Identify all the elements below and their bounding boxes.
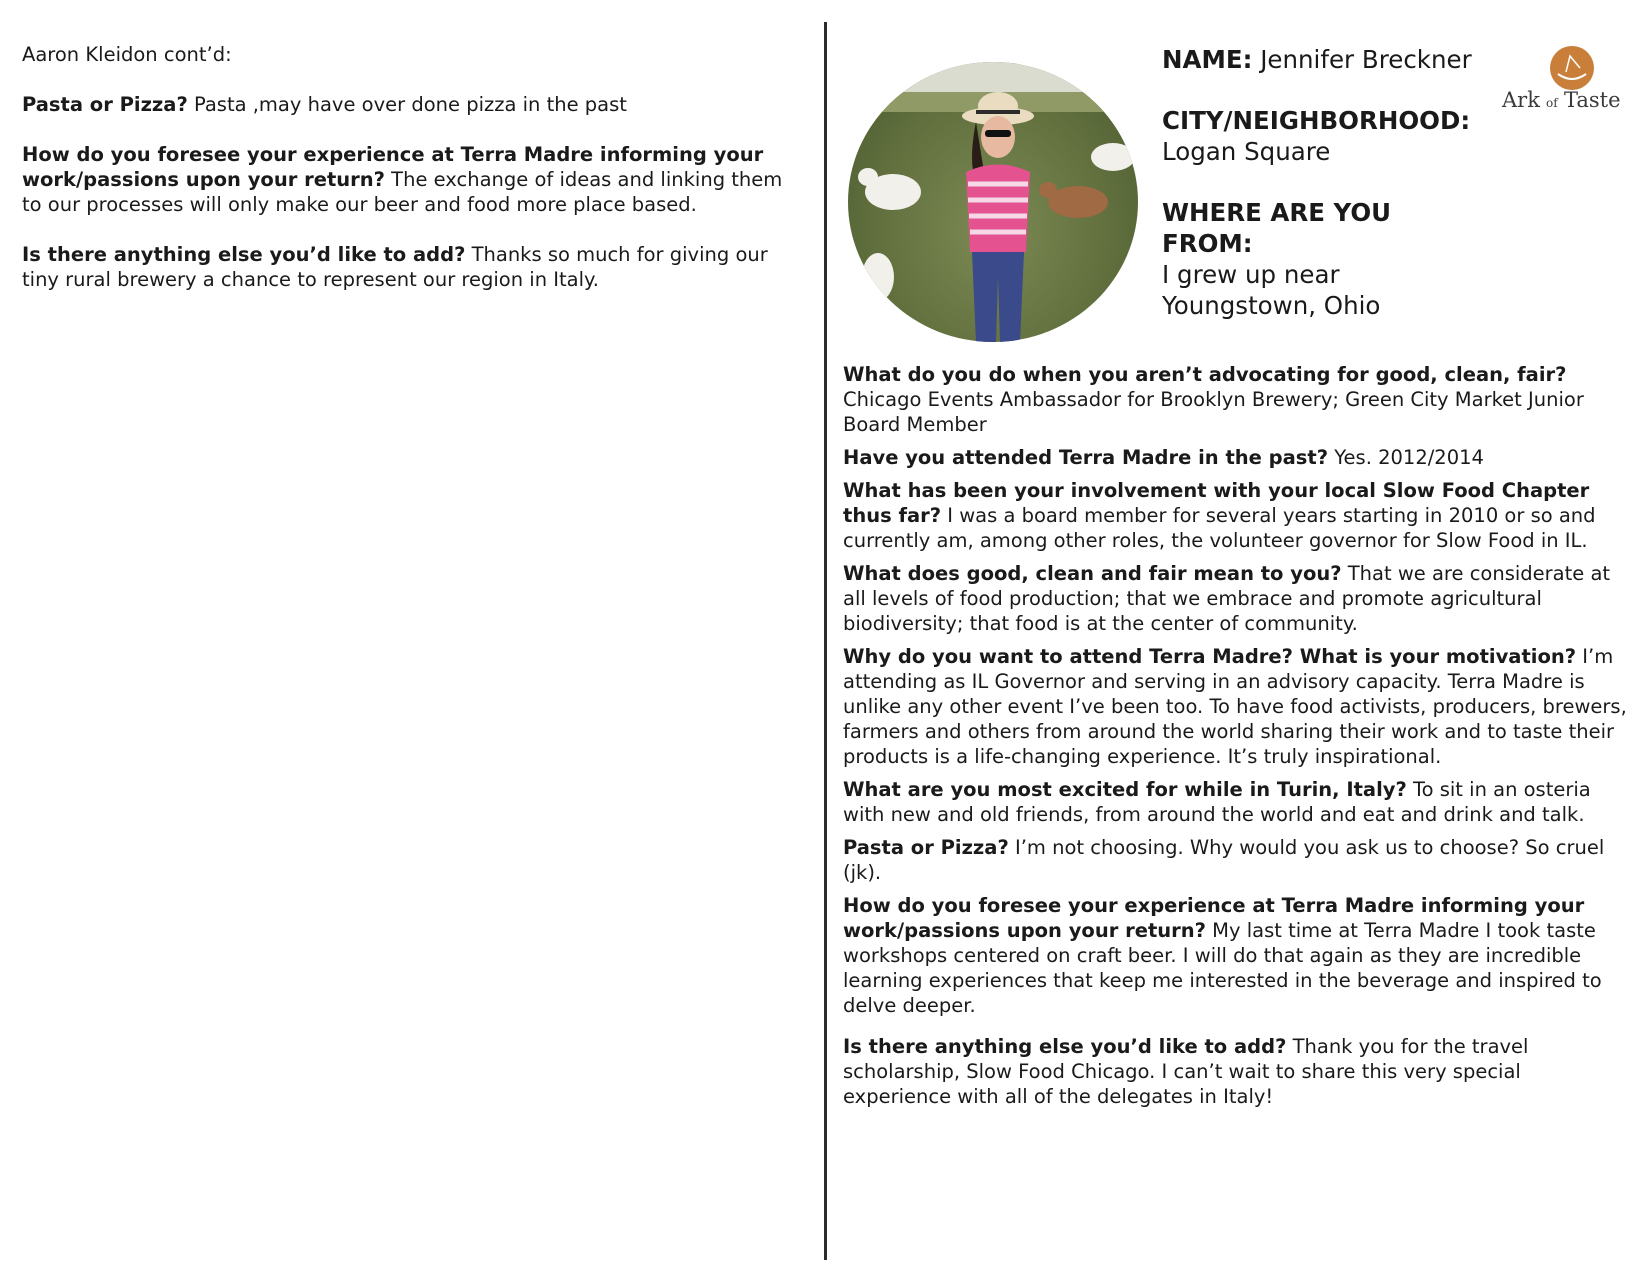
hometown-field xyxy=(1162,197,1482,321)
question: What has been your involvement with your local Slow Food Chapter thus far? xyxy=(843,479,1590,527)
answer: To sit in an osteria with new and old friends, from around the world and eat and drink and talk. xyxy=(843,778,1591,826)
name-field xyxy=(1162,44,1482,75)
question: What are you most excited for while in Turin, Italy? xyxy=(843,778,1407,801)
answer: The exchange of ideas and linking them to our processes will only make our beer and food more place based. xyxy=(22,168,783,216)
answer: I was a board member for several years starting in 2010 or so and currently am, among other roles, the volunteer governor for Slow Food in IL. xyxy=(843,504,1596,552)
answer: Pasta ,may have over done pizza in the past xyxy=(193,93,627,116)
qa-item xyxy=(843,561,1633,636)
profile-photo xyxy=(848,62,1138,342)
name-value: Jennifer Breckner xyxy=(1260,45,1472,74)
profile-info xyxy=(1162,44,1482,351)
column-divider xyxy=(824,22,827,1260)
continued-heading: Aaron Kleidon cont’d: xyxy=(22,43,232,66)
logo-text-of: of xyxy=(1546,96,1558,110)
answer: I’m not choosing. Why would you ask us to choose? So cruel (jk). xyxy=(843,836,1605,884)
answer: My last time at Terra Madre I took taste workshops centered on craft beer. I will do that again as they are incredible learning experiences that keep me interested in the beverage and inspired to delve deeper. xyxy=(843,919,1602,1017)
qa-item xyxy=(843,835,1633,885)
qa-item xyxy=(22,242,792,292)
question: How do you foresee your experience at Terra Madre informing your work/passions upon your return? xyxy=(22,143,764,191)
answer: Yes. 2012/2014 xyxy=(1334,446,1484,469)
qa-item xyxy=(22,142,792,217)
question: Is there anything else you’d like to add? xyxy=(843,1035,1287,1058)
city-label: CITY/NEIGHBORHOOD: xyxy=(1162,106,1471,135)
question: Is there anything else you’d like to add? xyxy=(22,243,466,266)
qa-item xyxy=(843,777,1633,827)
logo-text-end: Taste xyxy=(1564,88,1621,112)
question: Pasta or Pizza? xyxy=(22,93,188,116)
left-column xyxy=(22,42,792,317)
qa-item xyxy=(843,1034,1633,1109)
right-column xyxy=(843,362,1633,1117)
profile-photo-illustration xyxy=(848,62,1138,342)
qa-item xyxy=(843,478,1633,553)
answer: Thanks so much for giving our tiny rural brewery a chance to represent our region in Italy. xyxy=(22,243,768,291)
qa-item xyxy=(843,893,1633,1018)
answer: I’m attending as IL Governor and serving in an advisory capacity. Terra Madre is unlike any other event I’ve been too. To have food activists, producers, brewers, farmers and others from around the world sharing their work and to taste their products is a life-changing experience. It’s truly inspirational. xyxy=(843,645,1627,768)
hometown-label: WHERE ARE YOU FROM: xyxy=(1162,198,1392,258)
qa-item xyxy=(843,644,1633,769)
answer: Chicago Events Ambassador for Brooklyn Brewery; Green City Market Junior Board Member xyxy=(843,388,1584,436)
question: What does good, clean and fair mean to you? xyxy=(843,562,1342,585)
qa-item xyxy=(22,92,792,117)
qa-item xyxy=(843,362,1633,437)
question: What do you do when you aren’t advocating for good, clean, fair? xyxy=(843,363,1567,386)
ark-of-taste-logo xyxy=(1500,44,1630,114)
name-label: NAME: xyxy=(1162,45,1253,74)
question: Have you attended Terra Madre in the past? xyxy=(843,446,1329,469)
city-field xyxy=(1162,105,1482,167)
question: Pasta or Pizza? xyxy=(843,836,1009,859)
question: How do you foresee your experience at Terra Madre informing your work/passions upon your return? xyxy=(843,894,1585,942)
ark-of-taste-logo-graphic xyxy=(1500,44,1630,114)
answer: That we are considerate at all levels of food production; that we embrace and promote agricultural biodiversity; that food is at the center of community. xyxy=(843,562,1611,635)
city-value: Logan Square xyxy=(1162,137,1331,166)
qa-item xyxy=(843,445,1633,470)
question: Why do you want to attend Terra Madre? What is your motivation? xyxy=(843,645,1577,668)
answer: Thank you for the travel scholarship, Slow Food Chicago. I can’t wait to share this very special experience with all of the delegates in Italy! xyxy=(843,1035,1529,1108)
hometown-value: I grew up near Youngstown, Ohio xyxy=(1162,260,1381,320)
logo-text-main: Ark xyxy=(1502,88,1540,112)
